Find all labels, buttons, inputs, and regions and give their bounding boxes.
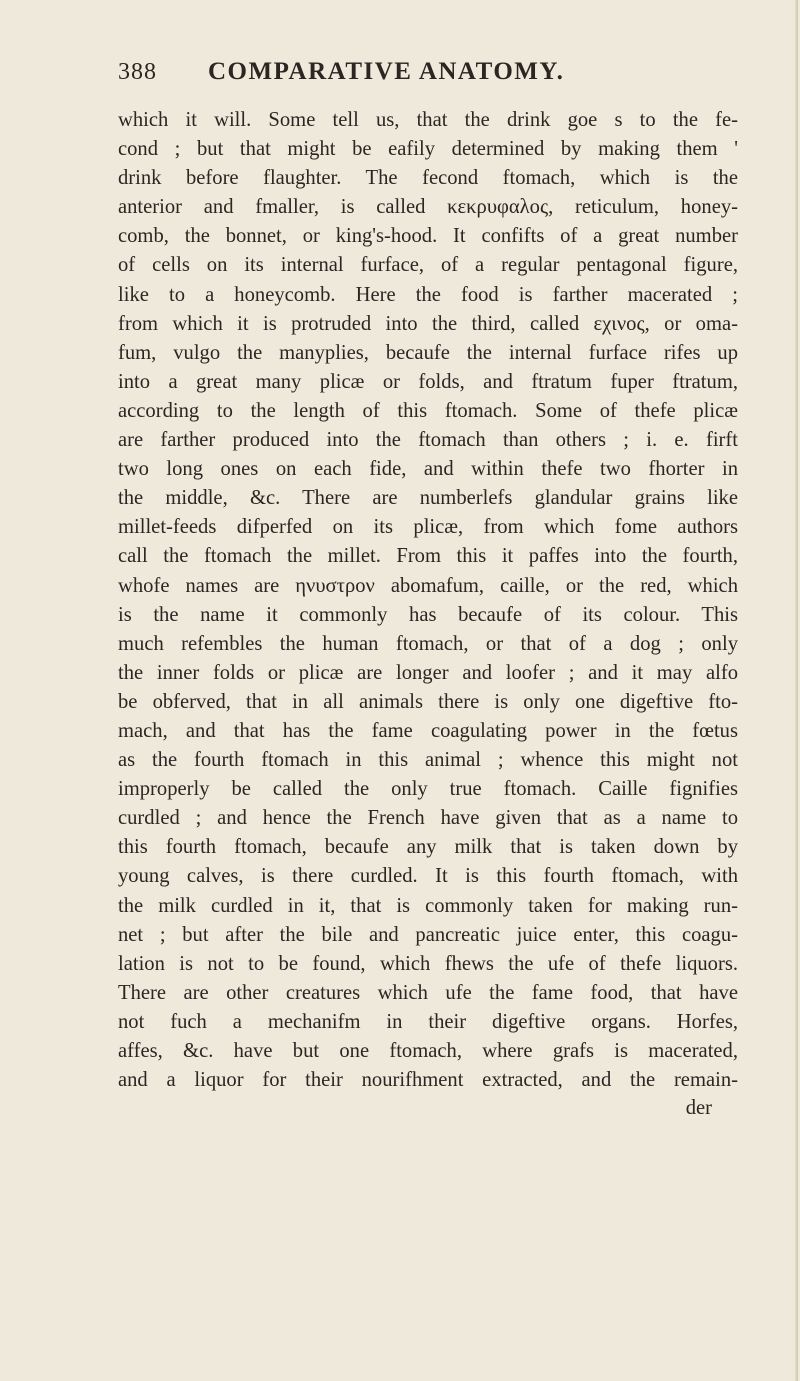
running-head: COMPARATIVE ANATOMY. [208,58,565,85]
text-line: like to a honeycomb. Here the food is farther macerated ; [118,283,738,306]
text-line: be obferved, that in all animals there is only one digeftive fto- [118,690,738,713]
text-line: whofe names are ηνυστρον abomafum, caille, or the red, which [118,574,738,597]
text-line: the middle, &c. There are numberlefs glandular grains like [118,487,738,510]
text-line: are farther produced into the ftomach than others ; i. e. firft [118,429,738,452]
text-line: the milk curdled in it, that is commonly taken for making run- [118,894,738,917]
text-line: cond ; but that might be eafily determined by making them ' [118,138,738,161]
text-line: call the ftomach the millet. From this it paffes into the fourth, [118,545,738,568]
text-line: as the fourth ftomach in this animal ; whence this might not [118,749,738,772]
text-line: net ; but after the bile and pancreatic juice enter, this coagu- [118,923,738,946]
text-line: is the name it commonly has becaufe of its colour. This [118,603,738,626]
text-line: anterior and fmaller, is called κεκρυφαλος, reticulum, honey- [118,196,738,219]
page-number: 388 [118,59,157,85]
text-line: this fourth ftomach, becaufe any milk that is taken down by [118,836,738,859]
text-line: much refembles the human ftomach, or that of a dog ; only [118,632,738,655]
text-line: two long ones on each fide, and within thefe two fhorter in [118,458,738,481]
text-line: which it will. Some tell us, that the drink goe s to the fe- [118,109,738,131]
page-edge [795,0,798,1381]
text-line: young calves, is there curdled. It is this fourth ftomach, with [118,865,738,888]
text-line: from which it is protruded into the third, called εχινος, or oma- [118,312,738,335]
catchword: der [685,1097,712,1120]
text-line: not fuch a mechanifm in their digeftive organs. Horfes, [118,1010,738,1033]
text-line: and a liquor for their nourifhment extracted, and the remain- [118,1069,738,1092]
text-line: according to the length of this ftomach. Some of thefe plicæ [118,399,738,422]
text-line: affes, &c. have but one ftomach, where grafs is macerated, [118,1040,738,1062]
body-text [118,106,738,1095]
text-line: There are other creatures which ufe the fame food, that have [118,981,738,1004]
text-line: comb, the bonnet, or king's-hood. It confifts of a great number [118,225,738,248]
text-line: of cells on its internal furface, of a regular pentagonal figure, [118,254,738,277]
text-line: mach, and that has the fame coagulating power in the fœtus [118,719,738,742]
text-line: curdled ; and hence the French have given that as a name to [118,807,738,830]
page-header [118,58,738,106]
text-line: millet-feeds difperfed on its plicæ, from which fome authors [118,516,738,539]
text-line: the inner folds or plicæ are longer and loofer ; and it may alfo [118,661,738,684]
text-line: fum, vulgo the manyplies, becaufe the internal furface rifes up [118,341,738,364]
text-line: drink before flaughter. The fecond ftomach, which is the [118,167,738,190]
text-line: improperly be called the only true ftomach. Caille fignifies [118,778,738,801]
text-line: lation is not to be found, which fhews the ufe of thefe liquors. [118,952,738,975]
text-line: into a great many plicæ or folds, and ftratum fuper ftratum, [118,370,738,393]
